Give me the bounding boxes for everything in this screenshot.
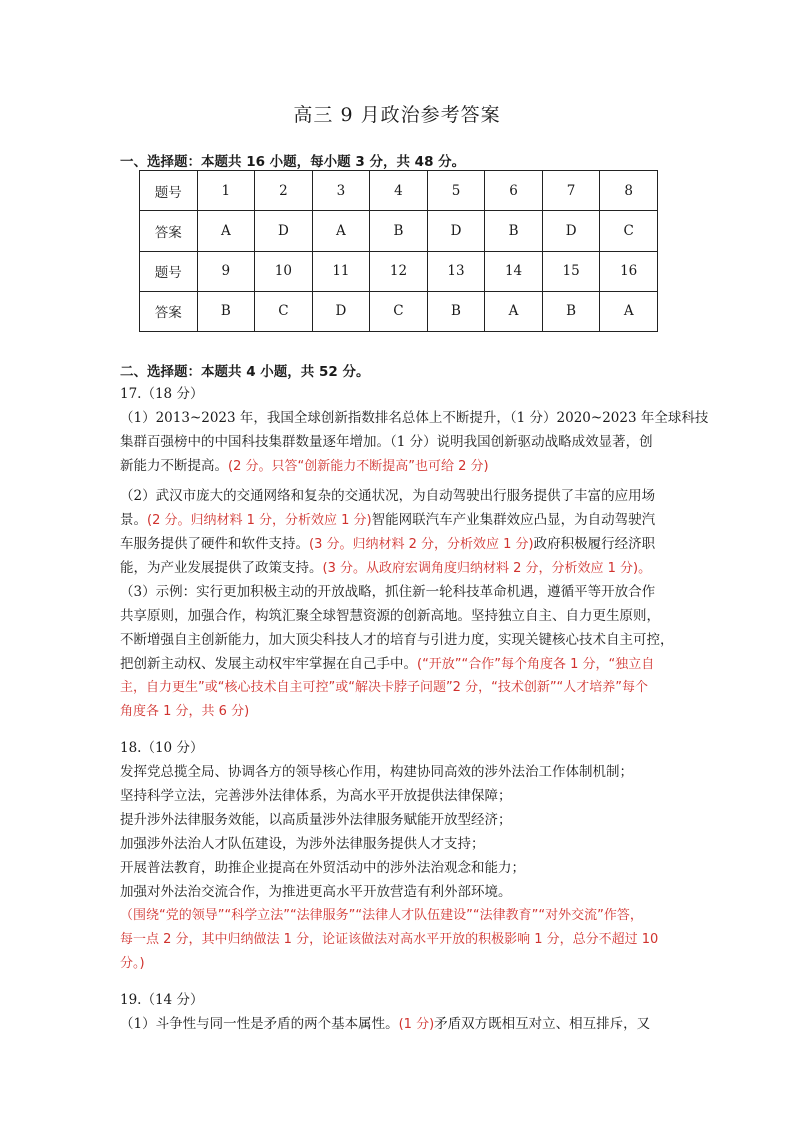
q18-line: 加强对外法治交流合作，为推进更高水平开放营造有利外部环境。	[120, 884, 512, 900]
q17-line: 共享原则，加强合作，构筑汇聚全球智慧资源的创新高地。坚持独立自主、自力更生原则，	[120, 608, 660, 624]
table-cell: 13	[427, 251, 485, 291]
scoring-note: (3 分。归纳材料 2 分，分析效应 1 分)	[309, 537, 534, 552]
scoring-note: 每一点 2 分，其中归纳做法 1 分，论证该做法对高水平开放的积极影响 1 分，总分不超过 10	[120, 932, 659, 947]
q17-line	[120, 454, 680, 479]
answer-text: 把创新主动权、发展主动权牢牢掌握在自己手中。	[120, 656, 417, 672]
table-cell: 4	[370, 171, 428, 211]
q17-line	[120, 652, 680, 677]
table-cell: 5	[427, 171, 485, 211]
table-cell: B	[370, 211, 428, 251]
table-cell: A	[197, 211, 255, 251]
q18-line: 坚持科学立法，完善涉外法律体系，为高水平开放提供法律保障；	[120, 788, 512, 804]
table-cell: C	[600, 211, 658, 251]
table-cell: 6	[485, 171, 543, 211]
scoring-note: (2 分。只答“创新能力不断提高”也可给 2 分)	[228, 459, 489, 474]
table-cell: 题号	[140, 251, 198, 291]
table-cell: 2	[255, 171, 313, 211]
scoring-note: (2 分。归纳材料 1 分，分析效应 1 分)	[147, 513, 372, 528]
q17-line	[120, 532, 680, 557]
table-row	[140, 291, 658, 331]
q17-line: （3）示例：实行更加积极主动的开放战略，抓住新一轮科技革命机遇，遵循平等开放合作	[120, 584, 656, 600]
answer-text: 智能网联汽车产业集群效应凸显，为自动驾驶汽	[371, 512, 656, 528]
table-cell: B	[485, 211, 543, 251]
table-row	[140, 251, 658, 291]
table-cell: 3	[312, 171, 370, 211]
scoring-note: （围绕“党的领导”“科学立法”“法律服务”“法律人才队伍建设”“法律教育”“对外交流”作答，	[120, 908, 643, 923]
table-cell: B	[197, 291, 255, 331]
table-cell: 16	[600, 251, 658, 291]
section2-heading: 二、选择题：本题共 4 小题，共 52 分。	[120, 364, 370, 380]
scoring-note: (3 分。从政府宏调角度归纳材料 2 分，分析效应 1 分)。	[322, 561, 652, 576]
table-cell: D	[542, 211, 600, 251]
table-cell: C	[370, 291, 428, 331]
table-cell: 12	[370, 251, 428, 291]
q19-line	[120, 1012, 680, 1037]
table-cell: A	[600, 291, 658, 331]
answer-text: 景。	[120, 512, 147, 528]
table-cell: 8	[600, 171, 658, 211]
table-row	[140, 211, 658, 251]
q17-line: 不断增强自主创新能力，加大顶尖科技人才的培育与引进力度，实现关键核心技术自主可控，	[120, 632, 674, 648]
q19-heading: 19.（14 分）	[120, 992, 204, 1008]
table-cell: D	[427, 211, 485, 251]
q18-line: 提升涉外法律服务效能，以高质量涉外法律服务赋能开放型经济；	[120, 812, 512, 828]
table-cell: D	[312, 291, 370, 331]
table-cell: 题号	[140, 171, 198, 211]
table-row	[140, 171, 658, 211]
q18-heading: 18.（10 分）	[120, 740, 204, 756]
q17-heading: 17.（18 分）	[120, 386, 204, 402]
table-cell: 10	[255, 251, 313, 291]
scoring-note: 分。)	[120, 956, 145, 971]
table-cell: 9	[197, 251, 255, 291]
answer-text: （1）斗争性与同一性是矛盾的两个基本属性。	[120, 1016, 399, 1032]
q17-line	[120, 556, 680, 581]
page-title: 高三 9 月政治参考答案	[293, 104, 501, 126]
table-cell: 答案	[140, 211, 198, 251]
table-cell: 1	[197, 171, 255, 211]
table-cell: D	[255, 211, 313, 251]
table-cell: 15	[542, 251, 600, 291]
answer-text: 新能力不断提高。	[120, 458, 228, 474]
table-cell: A	[312, 211, 370, 251]
table-cell: C	[255, 291, 313, 331]
answer-text: 车服务提供了硬件和软件支持。	[120, 536, 309, 552]
table-cell: A	[485, 291, 543, 331]
answer-text: 政府积极履行经济职	[533, 536, 656, 552]
answer-text: 能，为产业发展提供了政策支持。	[120, 560, 323, 576]
scoring-note: (1 分)	[398, 1017, 435, 1032]
q18-line: 加强涉外法治人才队伍建设，为涉外法律服务提供人才支持；	[120, 836, 485, 852]
q18-line: 开展普法教育，助推企业提高在外贸活动中的涉外法治观念和能力；	[120, 860, 525, 876]
q17-line	[120, 508, 680, 533]
table-cell: B	[427, 291, 485, 331]
q17-line: （2）武汉市庞大的交通网络和复杂的交通状况，为自动驾驶出行服务提供了丰富的应用场	[120, 488, 656, 504]
scoring-note: 主，自力更生”或“核心技术自主可控”或“解决卡脖子问题”2 分，“技术创新”“人才培养”每个	[120, 680, 649, 695]
table-cell: 11	[312, 251, 370, 291]
q17-line: （1）2013~2023 年，我国全球创新指数排名总体上不断提升，（1 分）2020~2023 年全球科技	[120, 410, 709, 426]
table-cell: 14	[485, 251, 543, 291]
table-cell: 答案	[140, 291, 198, 331]
q17-line: 集群百强榜中的中国科技集群数量逐年增加。（1 分）说明我国创新驱动战略成效显著，创	[120, 434, 653, 450]
table-cell: 7	[542, 171, 600, 211]
scoring-note: (“开放”“合作”每个角度各 1 分，“独立自	[417, 657, 655, 672]
table-cell: B	[542, 291, 600, 331]
scoring-note: 角度各 1 分，共 6 分)	[120, 704, 250, 719]
section1-heading: 一、选择题：本题共 16 小题，每小题 3 分，共 48 分。	[120, 154, 466, 170]
answer-text: 矛盾双方既相互对立、相互排斥，又	[434, 1016, 651, 1032]
answer-table	[139, 170, 658, 332]
q18-line: 发挥党总揽全局、协调各方的领导核心作用，构建协同高效的涉外法治工作体制机制；	[120, 764, 633, 780]
